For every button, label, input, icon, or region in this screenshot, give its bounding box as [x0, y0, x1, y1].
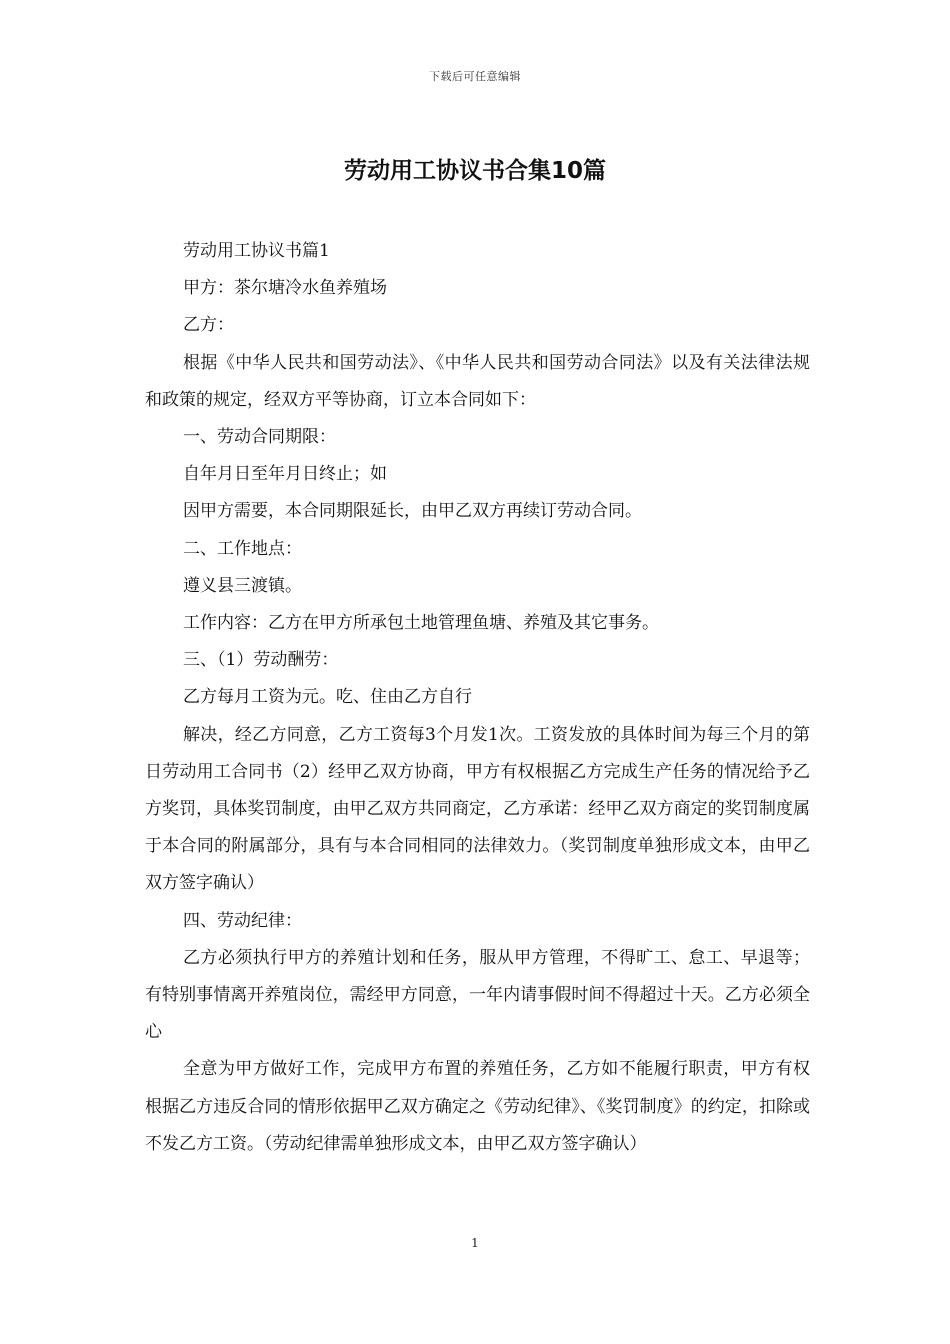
paragraph: 根据《中华人民共和国劳动法》、《中华人民共和国劳动合同法》以及有关法律法规和政策的规定，经双方平等协商，订立本合同如下：: [145, 352, 810, 410]
paragraph: 工作内容：乙方在甲方所承包土地管理鱼塘、养殖及其它事务。: [183, 613, 659, 634]
clause-heading: 二、工作地点：: [183, 538, 302, 559]
document-body: [145, 233, 810, 1163]
header-note: 下载后可任意编辑: [429, 70, 521, 83]
party-a-line: 甲方：茶尔塘冷水鱼养殖场: [183, 278, 387, 299]
clause-heading: 一、劳动合同期限：: [183, 427, 336, 448]
paragraph: 全意为甲方做好工作，完成甲方布置的养殖任务，乙方如不能履行职责，甲方有权根据乙方违反合同的情形依据甲乙双方确定之《劳动纪律》、《奖罚制度》的约定，扣除或不发乙方工资。（劳动纪律需单独形成文本，由甲乙双方签字确认）: [145, 1059, 810, 1154]
page-number: 1: [471, 1236, 479, 1250]
clause-heading: 三、（1）劳动酬劳：: [183, 650, 339, 671]
paragraph: 因甲方需要，本合同期限延长，由甲乙双方再续订劳动合同。: [183, 501, 642, 522]
paragraph: 解决，经乙方同意，乙方工资每3个月发1次。工资发放的具体时间为每三个月的第日劳动用工合同书（2）经甲乙双方协商，甲方有权根据乙方完成生产任务的情况给予乙方奖罚，具体奖罚制度，由甲乙双方共同商定，乙方承诺：经甲乙双方商定的奖罚制度属于本合同的附属部分，具有与本合同相同的法律效力。（奖罚制度单独形成文本，由甲乙双方签字确认）: [145, 724, 810, 894]
paragraph: 乙方每月工资为元。吃、住由乙方自行: [183, 687, 472, 708]
section-heading: 劳动用工协议书篇1: [183, 241, 330, 261]
party-b-line: 乙方：: [183, 315, 234, 336]
clause-heading: 四、劳动纪律：: [183, 910, 302, 931]
paragraph: 乙方必须执行甲方的养殖计划和任务，服从甲方管理，不得旷工、怠工、早退等；有特别事情离开养殖岗位，需经甲方同意，一年内请事假时间不得超过十天。乙方必须全心: [145, 947, 810, 1043]
document-title: 劳动用工协议书合集10篇: [343, 158, 606, 184]
paragraph: 自年月日至年月日终止；如: [183, 464, 387, 485]
paragraph: 遵义县三渡镇。: [183, 575, 302, 596]
